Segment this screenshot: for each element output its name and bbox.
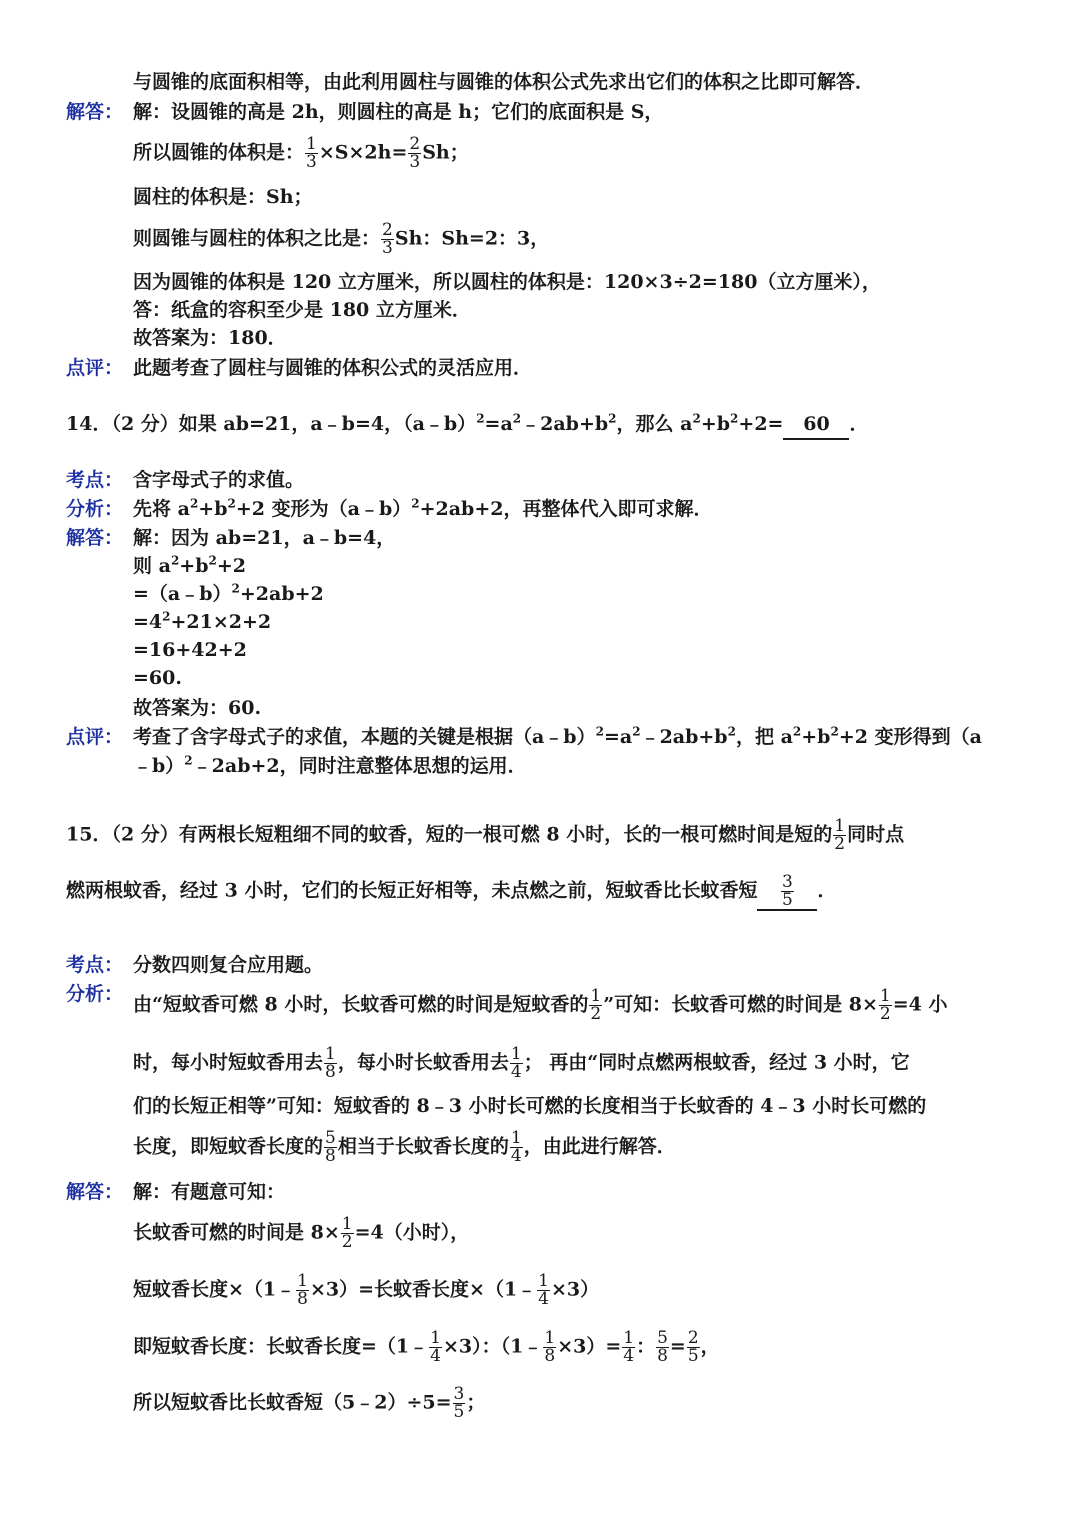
fraction-one-half: $\frac{1}{2}$: [834, 816, 846, 854]
q14-step-2: 则 $a^2+b^2+2$: [133, 553, 247, 577]
q15-analysis-line-2: 时，每小时短蚊香用去 $\frac{1}{8}$ ，每小时长蚊香用去 $\frac{1}{4}$ ； 再由“同时点燃两根蚊香，经过 3 小时，它: [133, 1044, 910, 1082]
q14-analysis: 先将 $a^2+b^2+2$ 变形为（a﹣b）$^2$+2ab+2，再整体代入即可求解．: [133, 496, 713, 520]
q13-comment-tag: 点评：: [66, 357, 124, 379]
q14-answer-blank: 60: [783, 410, 849, 440]
q15-point-tag: 考点：: [66, 954, 124, 976]
q13-answer-line-6: 答：纸盒的容积至少是 180 立方厘米．: [133, 299, 471, 321]
q15-analysis-line-3: 们的长短正相等”可知：短蚊香的 8﹣3 小时长可燃的长度相当于长蚊香的 4﹣3 小时长可燃的: [133, 1095, 927, 1117]
q14-step-5: =16+42+2: [133, 639, 247, 661]
q14-question: 14．（2 分）如果 ab=21，a﹣b=4，$(a﹣b)^2=a^2﹣2ab+b^2$，那么 $a^2+b^2+2= 60$ ．: [66, 410, 868, 440]
fraction-two-thirds: $\frac{2}{3}$: [409, 134, 421, 172]
fraction-three-fifths: $\frac{3}{5}$: [782, 872, 793, 910]
q13-answer-line-4: [133, 222, 549, 257]
q14-step-6: =60.: [133, 667, 182, 689]
fraction-one-third: $\frac{1}{3}$: [306, 134, 317, 172]
q14-comment-line-1: 考查了含字母式子的求值，本题的关键是根据$(a﹣b)^2=a^2﹣2ab+b^2$，把 $a^2+b^2+2$ 变形得到（a: [133, 724, 982, 748]
q13-comment: 此题考查了圆柱与圆锥的体积公式的灵活应用．: [133, 357, 533, 379]
q13-answer-line-1: 解：设圆锥的高是 2h，则圆柱的高是 h；它们的底面积是 S，: [133, 101, 664, 123]
q15-answer-blank: [757, 874, 817, 911]
q14-answer-tag: 解答：: [66, 527, 124, 549]
q13-answer-line-7: 故答案为：180．: [133, 327, 287, 349]
q15-analysis-tag: 分析：: [66, 983, 124, 1005]
q14-step-3: =（a﹣b）$^2$+2ab+2: [133, 581, 324, 605]
q14-step-1: 解：因为 ab=21，a﹣b=4，: [133, 527, 396, 549]
q15-step-3: 短蚊香长度×（1﹣ $\frac{1}{8}$ ×3）=长蚊香长度×（1﹣ $\frac{1}{4}$ ×3）: [133, 1271, 600, 1309]
q13-analysis-tail: 与圆锥的底面积相等，由此利用圆柱与圆锥的体积公式先求出它们的体积之比即可解答．: [133, 71, 875, 93]
q15-step-4: 即短蚊香长度：长蚊香长度=（1﹣ $\frac{1}{4}$ ×3）：（1﹣ $\frac{1}{8}$ ×3）= $\frac{1}{4}$ ： $\frac{5}{8}$ = $\frac{2}{5}$ ，: [133, 1328, 720, 1366]
q14-step-4: $=4^2+21\times 2+2$: [133, 609, 272, 633]
q13-answer-line-2: [133, 136, 469, 171]
q15-point: 分数四则复合应用题。: [133, 954, 324, 976]
q15-analysis-line-1: 由“短蚊香可燃 8 小时，长蚊香可燃的时间是短蚊香的 $\frac{1}{2}$ ”可知：长蚊香可燃的时间是 8× $\frac{1}{2}$ =4 小: [133, 986, 948, 1024]
q13-answer-line-3: 圆柱的体积是：Sh；: [133, 186, 313, 208]
q15-step-2: 长蚊香可燃的时间是 8× $\frac{1}{2}$ =4（小时），: [133, 1214, 470, 1252]
q13-a4-pre: 则圆锥与圆柱的体积之比是：: [133, 227, 381, 250]
q13-a2-pre: 所以圆锥的体积是：: [133, 141, 305, 164]
q14-comment-tag: 点评：: [66, 726, 124, 748]
q15-step-1: 解：有题意可知：: [133, 1181, 286, 1203]
q15-step-5: 所以短蚊香比长蚊香短（5﹣2）÷5= $\frac{3}{5}$ ；: [133, 1384, 486, 1422]
q13-a4-post: Sh：Sh=2：3，: [394, 227, 550, 250]
q13-a2-post: Sh；: [422, 141, 469, 164]
q15-analysis-line-4: 长度，即短蚊香长度的 $\frac{5}{8}$ 相当于长蚊香长度的 $\frac{1}{4}$ ，由此进行解答．: [133, 1128, 676, 1166]
q14-point: 含字母式子的求值。: [133, 469, 305, 491]
fraction-two-thirds-ratio: $\frac{2}{3}$: [382, 220, 393, 258]
q13-answer-line-5: 因为圆锥的体积是 120 立方厘米，所以圆柱的体积是：120×3÷2=180（立方厘米），: [133, 271, 881, 293]
q15-question-line-2: 燃两根蚊香，经过 3 小时，它们的长短正好相等，未点燃之前，短蚊香比长蚊香短 $\frac{3}{5}$ ．: [66, 872, 837, 910]
q14-comment-line-2: ﹣b）$^2$﹣2ab+2，同时注意整体思想的运用．: [133, 753, 527, 777]
q14-point-tag: 考点：: [66, 469, 124, 491]
q15-question-line-1: 15．（2 分）有两根长短粗细不同的蚊香，短的一根可燃 8 小时，长的一根可燃时间是短的 $\frac{1}{2}$ 同时点: [66, 816, 905, 854]
q13-answer-tag: 解答：: [66, 101, 124, 123]
q14-analysis-tag: 分析：: [66, 498, 124, 520]
q14-step-7: 故答案为：60.: [133, 697, 262, 719]
q13-a2-mid: ×S×2h=: [318, 141, 408, 164]
q15-answer-tag: 解答：: [66, 1181, 124, 1203]
